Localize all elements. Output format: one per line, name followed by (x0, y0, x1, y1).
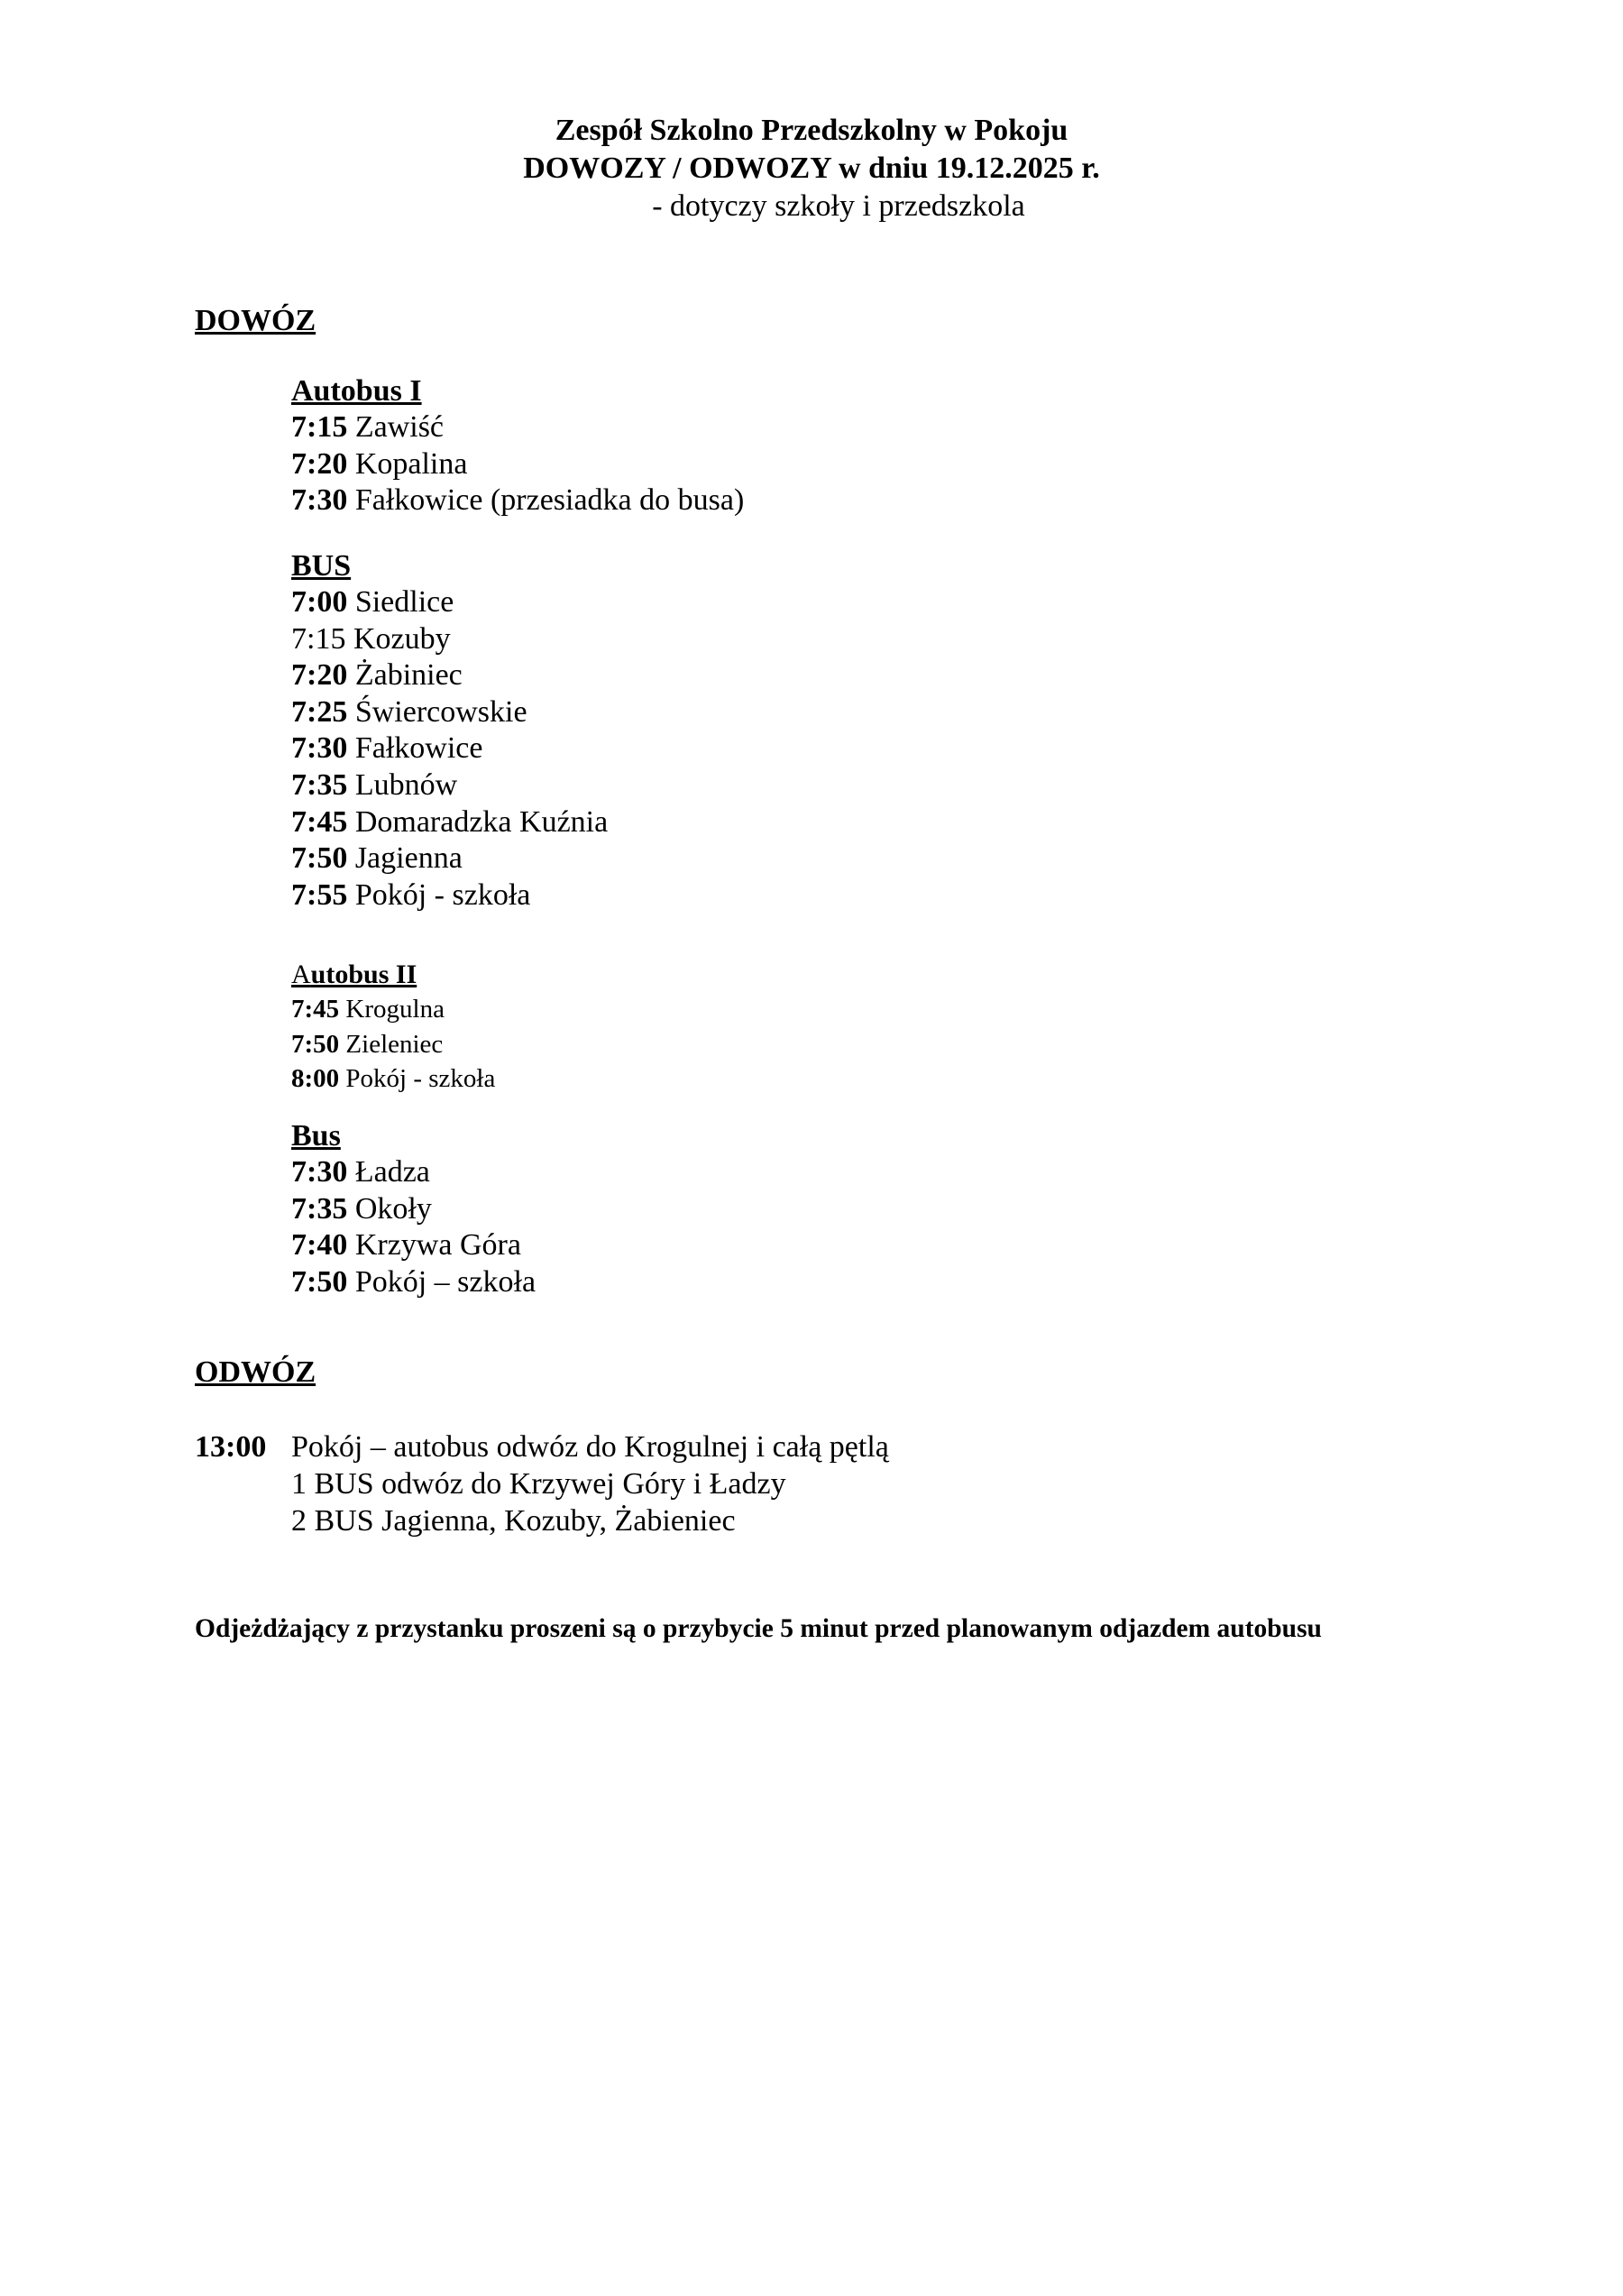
stop-place: Pokój - szkoła (354, 877, 531, 912)
return-row (195, 1502, 889, 1539)
route-title: Bus (291, 1119, 341, 1153)
route-autobus-1 (291, 373, 744, 519)
stop-place: Żabiniec (354, 658, 463, 693)
stop-time: 7:15 (291, 410, 348, 444)
stop-place: Pokój – szkoła (354, 1264, 536, 1299)
stop-time: 7:50 (291, 841, 348, 876)
stop-place: Fałkowice (354, 731, 483, 766)
stop-row (291, 1027, 495, 1062)
route-bus-2 (291, 1118, 536, 1300)
stop-row (291, 804, 608, 841)
stop-row (291, 446, 744, 483)
stop-place: Krzywa Góra (354, 1228, 521, 1263)
route-title: Autobus II (291, 960, 417, 989)
stop-row (291, 584, 608, 621)
stop-place: Jagienna (354, 841, 463, 876)
route-title: BUS (291, 549, 352, 583)
stop-time: 7:45 (291, 995, 340, 1024)
stop-place: Siedlice (354, 585, 454, 619)
stop-row (291, 840, 608, 877)
return-schedule (195, 1428, 889, 1539)
return-line: 1 BUS odwóz do Krzywej Góry i Ładzy (291, 1467, 786, 1501)
stop-time: 7:35 (291, 1191, 348, 1226)
stop-row (291, 1191, 536, 1228)
stop-row (291, 482, 744, 519)
stop-time: 7:35 (291, 767, 348, 802)
stop-time: 7:20 (291, 658, 348, 693)
stop-time: 7:45 (291, 804, 348, 839)
stop-time: 7:25 (291, 694, 348, 729)
stop-row (291, 1061, 495, 1097)
document-title: DOWOZY / ODWOZY w dniu 19.12.2025 r. (523, 152, 1100, 185)
notice-text: Odjeżdżający z przystanku proszeni są o przybycie 5 minut przed planowanym odjazdem autobusu (195, 1614, 1322, 1643)
stop-time: 7:55 (291, 877, 348, 912)
stop-place: Zawiść (354, 410, 445, 444)
stop-time: 7:30 (291, 1155, 348, 1189)
stop-place: Pokój - szkoła (345, 1064, 496, 1093)
stop-row (291, 730, 608, 767)
route-bus-1 (291, 548, 608, 914)
stop-time: 7:50 (291, 1264, 348, 1299)
stop-time: 7:30 (291, 483, 348, 518)
return-time: 13:00 (195, 1430, 267, 1464)
document-subtitle: - dotyczy szkoły i przedszkola (652, 189, 1025, 223)
stop-time: 7:30 (291, 731, 348, 766)
stop-place: Kopalina (354, 446, 468, 481)
stop-time: 8:00 (291, 1064, 340, 1093)
stop-row (291, 1264, 536, 1301)
stop-row (291, 409, 744, 446)
section-heading-odwoz: ODWÓZ (195, 1355, 316, 1389)
stop-row (291, 767, 608, 804)
stop-row (291, 694, 608, 731)
section-heading-dowoz: DOWÓZ (195, 304, 316, 337)
return-line: 2 BUS Jagienna, Kozuby, Żabieniec (291, 1504, 736, 1538)
stop-time: 7:00 (291, 585, 348, 619)
stop-time: 7:50 (291, 1029, 340, 1059)
stop-place: Okoły (354, 1191, 432, 1226)
stop-row (291, 657, 608, 694)
stop-row (291, 621, 608, 658)
stop-time: 7:20 (291, 446, 348, 481)
stop-place: Lubnów (354, 767, 458, 802)
route-autobus-2 (291, 958, 495, 1097)
stop-place: Świercowskie (354, 694, 527, 729)
stop-place: Krogulna (345, 995, 445, 1024)
stop-place: Kozuby (353, 621, 451, 656)
route-title: Autobus I (291, 374, 422, 408)
stop-row (291, 877, 608, 914)
return-row (195, 1465, 889, 1502)
stop-time: 7:15 (291, 621, 346, 656)
stop-time: 7:40 (291, 1228, 348, 1263)
stop-row (291, 992, 495, 1027)
return-row (195, 1428, 889, 1465)
return-line: Pokój – autobus odwóz do Krogulnej i całą pętlą (291, 1430, 889, 1464)
stop-place: Ładza (354, 1155, 430, 1189)
stop-row (291, 1227, 536, 1264)
stop-place: Domaradzka Kuźnia (354, 804, 609, 839)
document-header (0, 112, 1623, 225)
stop-place: Zieleniec (345, 1029, 444, 1059)
school-name: Zespół Szkolno Przedszkolny w Pokoju (555, 114, 1068, 147)
stop-row (291, 1154, 536, 1191)
stop-place: Fałkowice (przesiadka do busa) (354, 483, 745, 518)
